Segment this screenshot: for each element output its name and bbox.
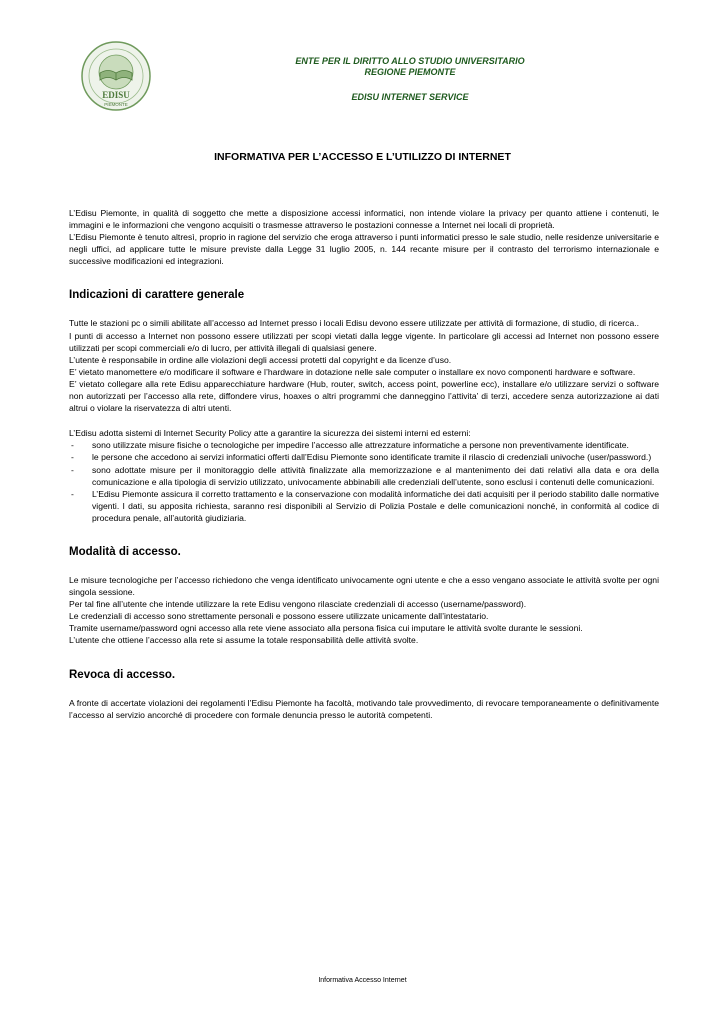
intro-paragraph: L’Edisu Piemonte, in qualità di soggetto che mette a disposizione accessi informatici, non intende violare la privacy per quanto attiene i contenuti, le immagini e le informazioni che vengono acquisiti o trasmesse attraverso le postazioni connesse a Internet nei locali di proprietà. xyxy=(69,208,659,231)
general-paragraph: E’ vietato collegare alla rete Edisu apparecchiature hardware (Hub, router, switch, access point, powerline ecc), installare e/o utilizzare servizi o software non autorizzati per l’accesso alla rete, diffondere virus, hoaxes o altri programmi che danneggino l’attivita’ di terzi, accedere senza autorizzazione ai dati altrui o violare la riservatezza di altri utenti. xyxy=(69,378,659,414)
policy-list-item: - L’Edisu Piemonte assicura il corretto trattamento e la conservazione con modalità informatiche dei dati acquisiti per il periodo stabilito dalle normative vigenti. I dati, su apposita richiesta, saranno resi disponibili al Servizio di Polizia Postale e delle comunicazioni nonché, in conformità al codice di procedura penale, all’autorità giudiziaria. xyxy=(71,488,659,523)
section-heading-revocation: Revoca di accesso. xyxy=(69,668,176,681)
page-footer: Informativa Accesso Internet xyxy=(318,977,407,984)
svg-text:EDISU: EDISU xyxy=(102,90,130,100)
policy-list-item: - le persone che accedono ai servizi informatici offerti dall’Edisu Piemonte sono identificate tramite il rilascio di credenziali univoche (user/password.) xyxy=(71,452,652,463)
header-institution: ENTE PER IL DIRITTO ALLO STUDIO UNIVERSITARIO xyxy=(295,56,525,66)
general-paragraph: Tutte le stazioni pc o simili abilitate all’accesso ad Internet presso i locali Edisu devono essere utilizzate per attività di formazione, di studio, di ricerca.. xyxy=(69,318,640,329)
policy-list xyxy=(69,439,659,524)
section-heading-general: Indicazioni di carattere generale xyxy=(69,289,245,302)
policy-intro: L’Edisu adotta sistemi di Internet Security Policy atte a garantire la sicurezza dei sistemi interni ed esterni: xyxy=(69,428,471,439)
document-body xyxy=(69,207,659,721)
access-paragraph: Tramite username/password ogni accesso alla rete viene associato alla persona fisica cui imputare le attività svolte durante le sessioni. xyxy=(69,623,583,634)
edisu-logo xyxy=(80,40,152,112)
svg-text:PIEMONTE: PIEMONTE xyxy=(104,102,128,107)
policy-list-item: - sono adottate misure per il monitoraggio delle attività finalizzate alla memorizzazione e al mantenimento dei dati relativi alla data e ora della comunicazione e alla tipologia di servizio utilizzato, univocamente abbinabili alle credenziali dell’utente, sono esclusi i contenuti delle comunicazioni. xyxy=(71,464,659,487)
general-paragraph: E’ vietato manomettere e/o modificare il software e l’hardware in dotazione nelle sale computer o installare ex novo componenti hardware e software. xyxy=(69,366,636,377)
general-paragraph: L’utente è responsabile in ordine alle violazioni degli accessi protetti dal copyright e da licenze d’uso. xyxy=(69,354,452,365)
header-service: EDISU INTERNET SERVICE xyxy=(351,92,469,102)
access-paragraph: Per tal fine all’utente che intende utilizzare la rete Edisu vengono rilasciate credenziali di accesso (username/password). xyxy=(69,599,527,610)
access-paragraph: Le misure tecnologiche per l’accesso richiedono che venga identificato univocamente ogni utente e che a esso vengano associate le attività svolte per ogni singola sessione. xyxy=(69,574,659,598)
header-region: REGIONE PIEMONTE xyxy=(364,67,456,77)
access-paragraph: Le credenziali di accesso sono strettamente personali e possono essere utilizzate unicamente dall’intestatario. xyxy=(69,611,489,622)
general-paragraph: I punti di accesso a Internet non possono essere utilizzati per scopi vietati dalla legge vigente. In particolare gli accessi ad Internet non possono essere utilizzati per scopi commerciali e/o di lucro, per attività illegali di qualsiasi genere. xyxy=(69,330,659,353)
policy-list-item: - sono utilizzate misure fisiche o tecnologiche per impedire l’accesso alle attrezzature informatiche a persone non preventivamente identificate. xyxy=(71,440,629,451)
document-title: INFORMATIVA PER L’ACCESSO E L’UTILIZZO DI INTERNET xyxy=(214,151,511,163)
revocation-paragraph: A fronte di accertate violazioni dei regolamenti l’Edisu Piemonte ha facoltà, motivando tale provvedimento, di revocare temporaneamente o definitivamente l’accesso al servizio ancorché di procedere con formale denuncia presso le autorità competenti. xyxy=(69,697,659,720)
access-paragraph: L’utente che ottiene l’accesso alla rete si assume la totale responsabilità delle attività svolte. xyxy=(69,635,419,646)
section-heading-access: Modalità di accesso. xyxy=(69,545,181,558)
intro-paragraph: L’Edisu Piemonte è tenuto altresì, proprio in ragione del servizio che eroga attraverso i punti informatici presso le sale studio, nelle residenze universitarie e negli uffici, ad applicare tutte le misure previste dalla Legge 31 luglio 2005, n. 144 recante misure per il contrasto del terrorismo internazionale e successive modificazioni ed integrazioni. xyxy=(69,232,659,267)
